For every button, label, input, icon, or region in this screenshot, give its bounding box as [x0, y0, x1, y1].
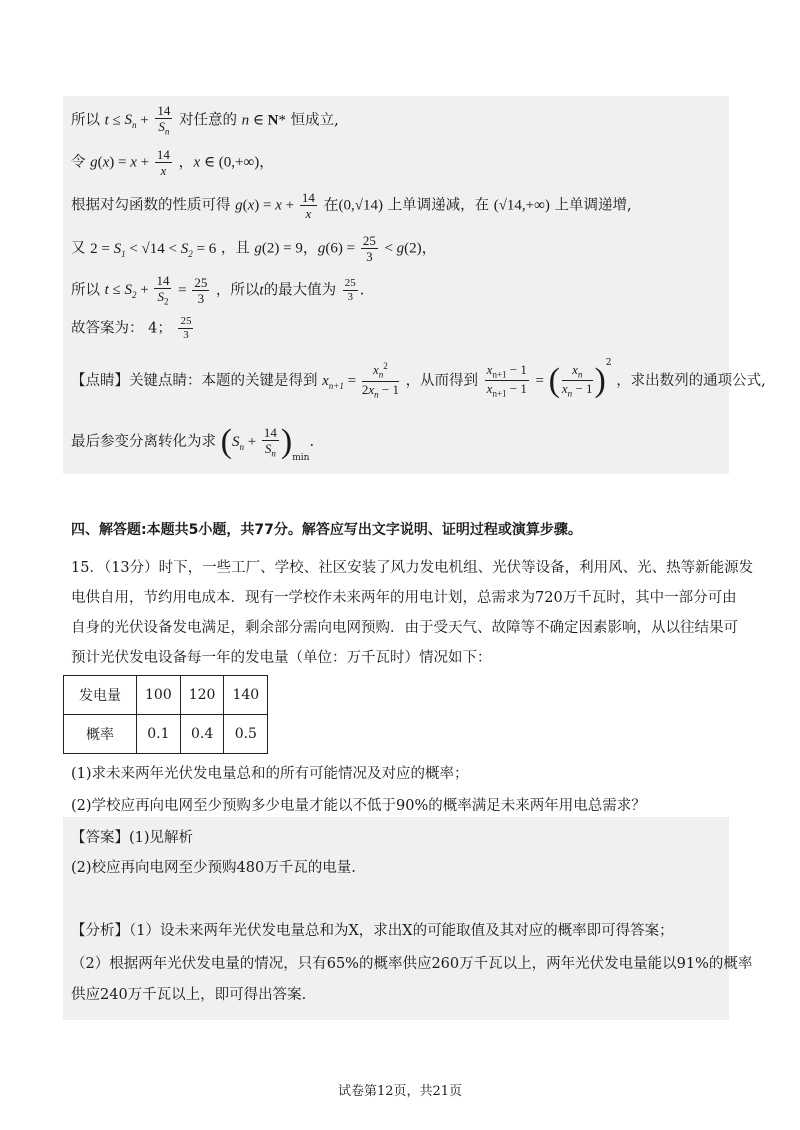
fraction: $\frac{x_n}{x_n - 1}$ — [561, 361, 593, 399]
table-cell: 0.5 — [224, 715, 268, 754]
analysis-line-2: （2）根据两年光伏发电量的情况，只有65%的概率供应260万千瓦以上，两年光伏发电量能以91%的概率 — [71, 956, 753, 972]
problem-line-2: 电供自用，节约用电成本．现有一学校作未来两年的用电计划，总需求为720万千瓦时，其中一部分可由 — [71, 590, 737, 606]
fraction: $\frac{14}{x}$ — [156, 147, 170, 178]
table-cell: 0.4 — [180, 715, 224, 754]
power-probability-table — [63, 675, 268, 754]
table-cell: 120 — [180, 676, 224, 715]
fraction: $\frac{14}{S_2}$ — [156, 273, 170, 307]
answer-line-2: (2)校应再向电网至少预购480万千瓦的电量. — [71, 860, 356, 876]
key-point-line-1: 【点睛】关键点睛：本题的关键是得到 $x_{n+1}$ = $\frac{x_n^2}{2x_n - 1}$ ，从而得到 $\frac{x_{n+1} - 1}{x_{n+1} - 1}$ = ( $\frac{x_n}{x_n - 1}$ )$^2$ ，求出数列的通项公式, — [71, 357, 766, 400]
fraction: $\frac{14}{S_n}$ — [157, 103, 171, 137]
fraction: $\frac{14}{S_n}$ — [263, 424, 277, 459]
answer-line-1: 【答案】(1)见解析 — [71, 830, 194, 846]
table-cell: 概率 — [64, 715, 137, 754]
solution-line-3: 根据对勾函数的性质可得 g(x) = x + $\frac{14}{x}$ 在(0,√14) 上单调递减，在 (√14,+∞) 上单调递增, — [71, 190, 632, 221]
fraction: $\frac{25}{3}$ — [180, 315, 192, 341]
solution-line-6: 故答案为： 4； $\frac{25}{3}$ — [71, 315, 192, 341]
table-cell: 140 — [224, 676, 268, 715]
fraction: $\frac{25}{3}$ — [194, 274, 208, 306]
solution-line-4: 又 $2 = S_1 < √14 < S_2 = 6$ ，且 g(2) = 9，g(6) = $\frac{25}{3}$ < g(2)， — [71, 233, 437, 264]
fraction: $\frac{x_n^2}{2x_n - 1}$ — [361, 361, 399, 400]
solution-line-5: 所以 $t \le S_2$ + $\frac{14}{S_2}$ = $\frac{25}{3}$ ，所以t的最大值为 $\frac{25}{3}$ . — [71, 273, 365, 307]
table-cell: 发电量 — [64, 676, 137, 715]
section-heading: 四、解答题:本题共5小题，共77分。解答应写出文字说明、证明过程或演算步骤。 — [71, 522, 582, 538]
problem-line-1: 15．（13分）时下，一些工厂、学校、社区安装了风力发电机组、光伏等设备，利用风、光、热等新能源发 — [71, 560, 754, 576]
table-cell: 100 — [137, 676, 181, 715]
question-2: (2)学校应再向电网至少预购多少电量才能以不低于90%的概率满足未来两年用电总需求？ — [71, 798, 646, 814]
table-cell: 0.1 — [137, 715, 181, 754]
fraction: $\frac{25}{3}$ — [362, 233, 376, 264]
key-point-line-2: 最后参变分离转化为求 ($S_n$ + $\frac{14}{S_n}$ )$_{min}$. — [71, 423, 315, 463]
fraction: $\frac{x_{n+1} - 1}{x_{n+1} - 1}$ — [486, 361, 527, 399]
table-row — [64, 715, 268, 754]
fraction: $\frac{14}{x}$ — [301, 190, 315, 221]
analysis-line-3: 供应240万千瓦以上，即可得出答案. — [71, 987, 307, 1003]
analysis-line-1: 【分析】（1）设未来两年光伏发电量总和为X，求出X的可能取值及其对应的概率即可得答案； — [71, 923, 674, 939]
solution-line-1: 所以 $t \le S_n$ + $\frac{14}{S_n}$ 对任意的 n ∈ N* 恒成立, — [71, 103, 339, 137]
problem-line-4: 预计光伏发电设备每一年的发电量（单位：万千瓦时）情况如下： — [71, 650, 492, 666]
fraction: $\frac{25}{3}$ — [344, 276, 356, 303]
question-1: (1)求未来两年光伏发电量总和的所有可能情况及对应的概率； — [71, 766, 469, 782]
solution-line-2: 令 g(x) = x + $\frac{14}{x}$ ，x ∈ (0,+∞)， — [71, 147, 275, 178]
page-footer: 试卷第12页，共21页 — [337, 1084, 463, 1099]
table-row — [64, 676, 268, 715]
problem-line-3: 自身的光伏设备发电满足，剩余部分需向电网预购．由于受天气、故障等不确定因素影响，从以往结果可 — [71, 620, 738, 636]
